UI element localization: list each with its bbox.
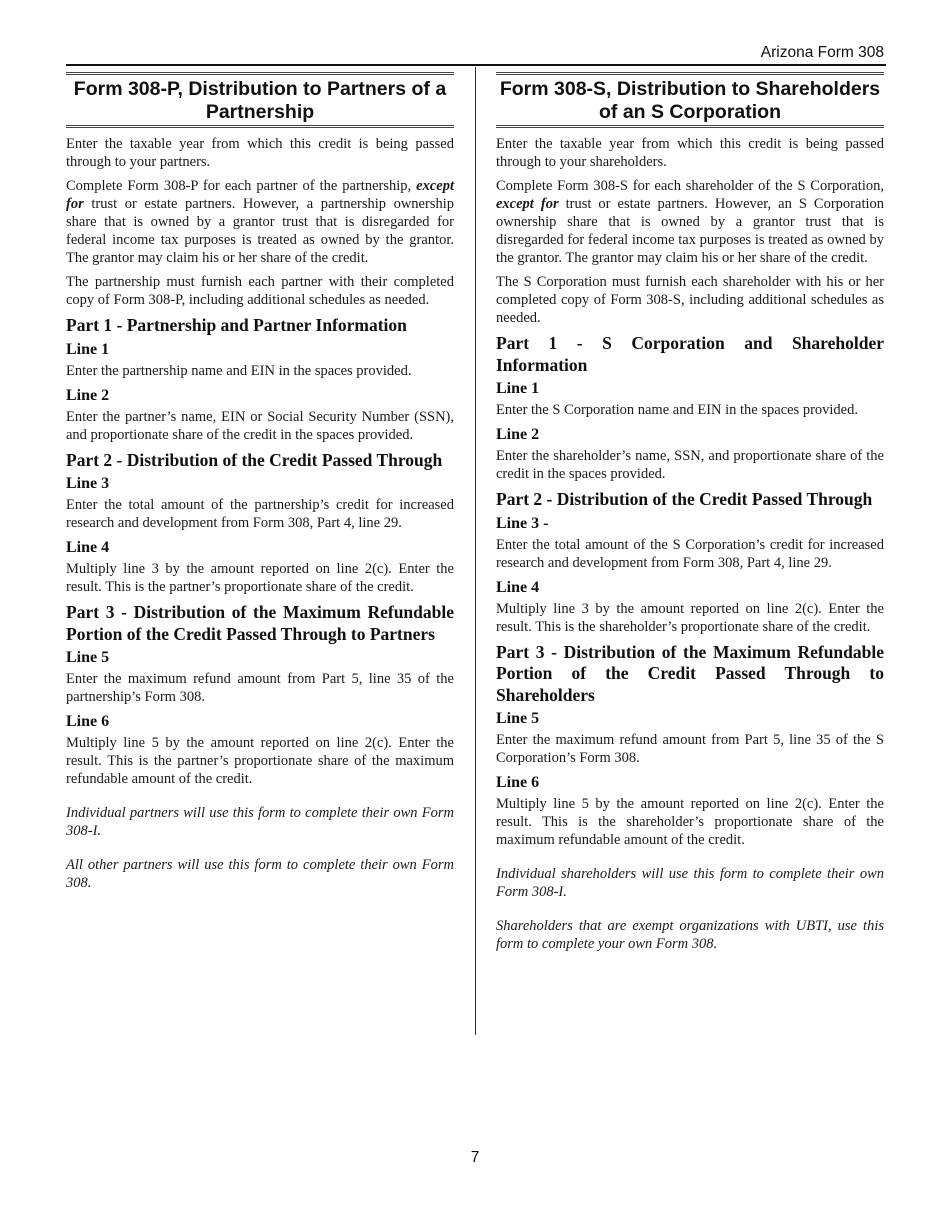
right-column-form-308-s bbox=[496, 72, 884, 959]
left-column-form-308-p bbox=[66, 72, 454, 898]
top-rule bbox=[66, 64, 886, 66]
right-note-individual-shareholders: Individual shareholders will use this form to complete their own Form 308-I. bbox=[496, 866, 884, 900]
right-line3-heading: Line 3 - bbox=[496, 514, 549, 532]
right-line6-heading: Line 6 bbox=[496, 774, 540, 791]
left-part1-heading: Part 1 - Partnership and Partner Information bbox=[66, 315, 407, 335]
right-line1-heading: Line 1 bbox=[496, 380, 540, 397]
left-note-other-partners: All other partners will use this form to complete their own Form 308. bbox=[66, 857, 454, 891]
left-note-individual-partners: Individual partners will use this form to complete their own Form 308-I. bbox=[66, 805, 454, 839]
left-line4-text: Multiply line 3 by the amount reported on line 2(c). Enter the result. This is the partner’s proportionate share of the credit. bbox=[66, 561, 454, 595]
page-header-form-name: Arizona Form 308 bbox=[760, 44, 884, 61]
left-line3-text: Enter the total amount of the partnership’s credit for increased research and development from Form 308, Part 4, line 29. bbox=[66, 497, 454, 531]
left-line6-heading: Line 6 bbox=[66, 713, 110, 730]
right-line3-text: Enter the total amount of the S Corporation’s credit for increased research and development from Form 308, Part 4, line 29. bbox=[496, 536, 884, 571]
left-line1-text: Enter the partnership name and EIN in the spaces provided. bbox=[66, 362, 412, 379]
right-note-exempt-organizations: Shareholders that are exempt organizations with UBTI, use this form to complete your own Form 308. bbox=[496, 918, 884, 952]
right-intro-furnish: The S Corporation must furnish each shareholder with his or her completed copy of Form 308-S, including additional schedules as needed. bbox=[496, 274, 884, 326]
right-line4-heading: Line 4 bbox=[496, 578, 540, 596]
left-line1-heading: Line 1 bbox=[66, 340, 110, 358]
page-number: 7 bbox=[470, 1149, 480, 1166]
left-intro-except-for: except for bbox=[66, 178, 454, 212]
left-intro-complete-form bbox=[66, 177, 454, 267]
left-line5-heading: Line 5 bbox=[66, 649, 110, 666]
right-line4-text: Multiply line 3 by the amount reported on line 2(c). Enter the result. This is the shareholder’s proportionate share of the credit. bbox=[496, 600, 884, 635]
right-part3-heading: Part 3 - Distribution of the Maximum Refundable Portion of the Credit Passed Through to Shareholders bbox=[496, 641, 884, 705]
left-line3-heading: Line 3 bbox=[66, 475, 110, 492]
right-intro-complete-pre: Complete Form 308-S for each shareholder of the S Corporation, bbox=[496, 178, 884, 194]
left-line2-text: Enter the partner’s name, EIN or Social Security Number (SSN), and proportionate share of the credit in the spaces provided. bbox=[66, 408, 454, 443]
left-line6-text: Multiply line 5 by the amount reported on line 2(c). Enter the result. This is the partner’s proportionate share of the maximum refundable amount of the credit. bbox=[66, 735, 454, 787]
right-line2-heading: Line 2 bbox=[496, 426, 540, 443]
right-part2-heading: Part 2 - Distribution of the Credit Passed Through bbox=[496, 489, 873, 509]
right-line1-text: Enter the S Corporation name and EIN in the spaces provided. bbox=[496, 402, 858, 418]
left-part3-heading: Part 3 - Distribution of the Maximum Refundable Portion of the Credit Passed Through to Partners bbox=[66, 602, 454, 644]
right-intro-except-for: except for bbox=[496, 196, 559, 212]
column-divider bbox=[475, 67, 476, 1035]
right-line5-heading: Line 5 bbox=[496, 710, 540, 727]
right-intro-taxable-year: Enter the taxable year from which this credit is being passed through to your shareholders. bbox=[496, 136, 884, 170]
left-column-title: Form 308-P, Distribution to Partners of a Partnership bbox=[66, 72, 454, 128]
left-intro-taxable-year: Enter the taxable year from which this credit is being passed through to your partners. bbox=[66, 136, 454, 170]
left-intro-complete-pre: Complete Form 308-P for each partner of the partnership, bbox=[66, 178, 417, 194]
right-line6-text: Multiply line 5 by the amount reported on line 2(c). Enter the result. This is the shareholder’s proportionate share of the maximum refundable amount of the credit. bbox=[496, 796, 884, 848]
left-line2-heading: Line 2 bbox=[66, 386, 110, 404]
left-intro-complete-post: trust or estate partners. However, a partnership ownership share that is owned by a grantor trust that is disregarded for federal income tax purposes is treated as owned by the grantor. The grantor may claim his or her share of the credit. bbox=[66, 196, 454, 266]
right-intro-complete-form bbox=[496, 177, 884, 267]
right-line5-text: Enter the maximum refund amount from Part 5, line 35 of the S Corporation’s Form 308. bbox=[496, 732, 884, 766]
left-part2-heading: Part 2 - Distribution of the Credit Passed Through bbox=[66, 449, 443, 470]
right-line2-text: Enter the shareholder’s name, SSN, and proportionate share of the credit in the spaces provided. bbox=[496, 448, 884, 482]
right-column-title: Form 308-S, Distribution to Shareholders of an S Corporation bbox=[496, 72, 884, 128]
left-line4-heading: Line 4 bbox=[66, 539, 110, 556]
right-part1-heading: Part 1 - S Corporation and Shareholder Information bbox=[496, 333, 884, 375]
left-line5-text: Enter the maximum refund amount from Part 5, line 35 of the partnership’s Form 308. bbox=[66, 671, 454, 705]
right-intro-complete-post: trust or estate partners. However, an S Corporation ownership share that is owned by a grantor trust that is disregarded for federal income tax purposes is treated as owned by the grantor. The grantor may claim his or her share of the credit. bbox=[496, 196, 885, 266]
left-intro-furnish: The partnership must furnish each partner with their completed copy of Form 308-P, including additional schedules as needed. bbox=[66, 274, 454, 308]
